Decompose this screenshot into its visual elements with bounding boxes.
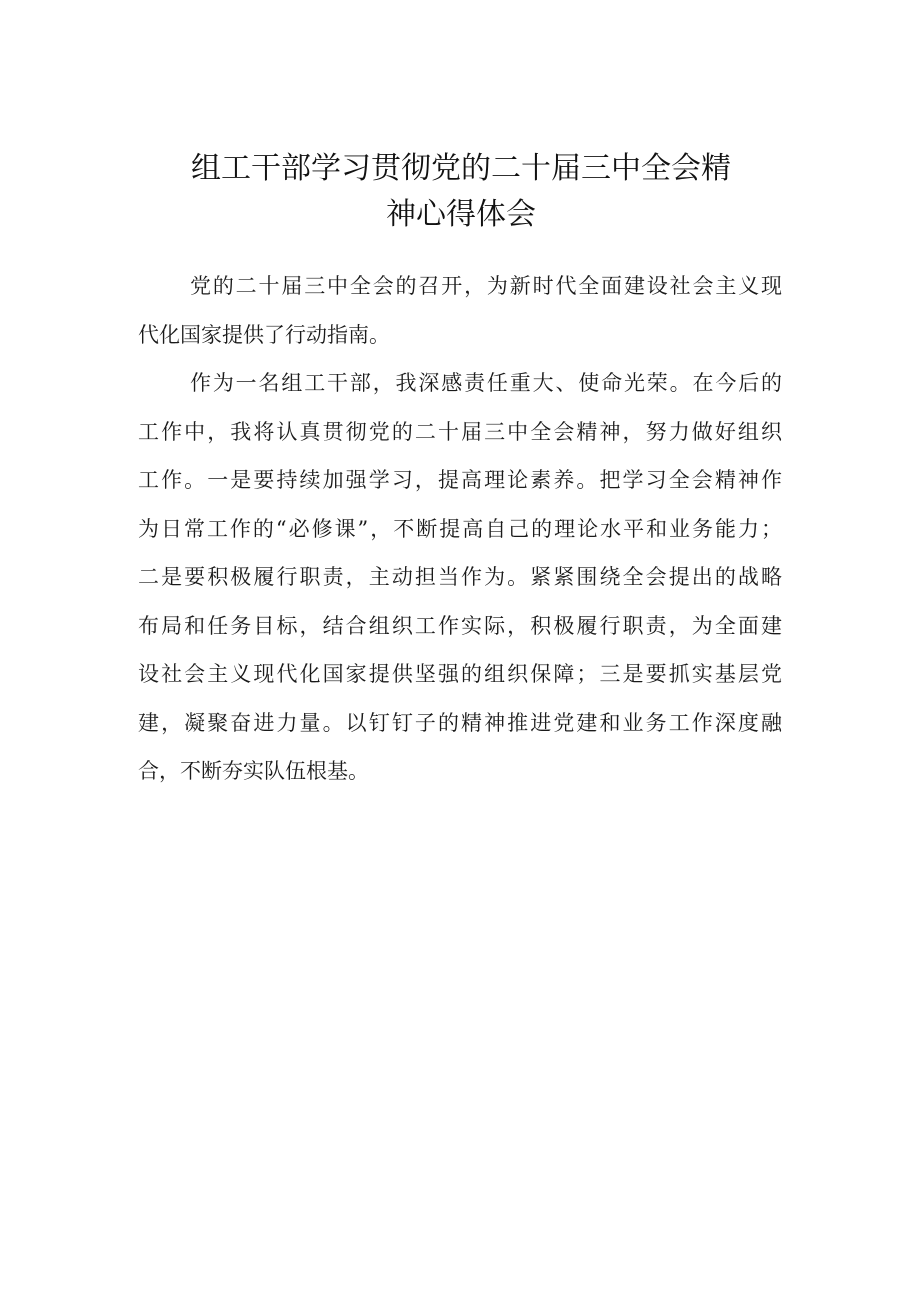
paragraph-1 [138,266,782,363]
text-line: 为日常工作的“必修课”，不断提高自己的理论水平和业务能力； [138,516,782,541]
document-title [140,146,782,238]
text-line: 建，凝聚奋进力量。以钉钉子的精神推进党建和业务工作深度融 [138,710,782,735]
text-line: 合，不断夯实队伍根基。 [138,759,369,783]
text-line: 工作中，我将认真贯彻党的二十届三中全会精神，努力做好组织 [138,419,782,444]
document-body [138,266,782,800]
text-line: 设社会主义现代化国家提供坚强的组织保障；三是要抓实基层党 [138,662,782,686]
text-line: 工作。一是要持续加强学习，提高理论素养。把学习全会精神作 [138,468,782,492]
title-line: 组工干部学习贯彻党的二十届三中全会精 [191,151,731,186]
text-line: 党的二十届三中全会的召开，为新时代全面建设社会主义现 [190,274,782,298]
paragraph-2 [138,363,782,800]
text-line: 二是要积极履行职责，主动担当作为。紧紧围绕全会提出的战略 [138,565,782,589]
title-line: 神心得体会 [386,197,536,232]
text-line: 作为一名组工干部，我深感责任重大、使命光荣。在今后的 [190,371,782,395]
text-line: 代化国家提供了行动指南。 [138,322,390,347]
text-line: 布局和任务目标，结合组织工作实际，积极履行职责，为全面建 [138,613,782,638]
